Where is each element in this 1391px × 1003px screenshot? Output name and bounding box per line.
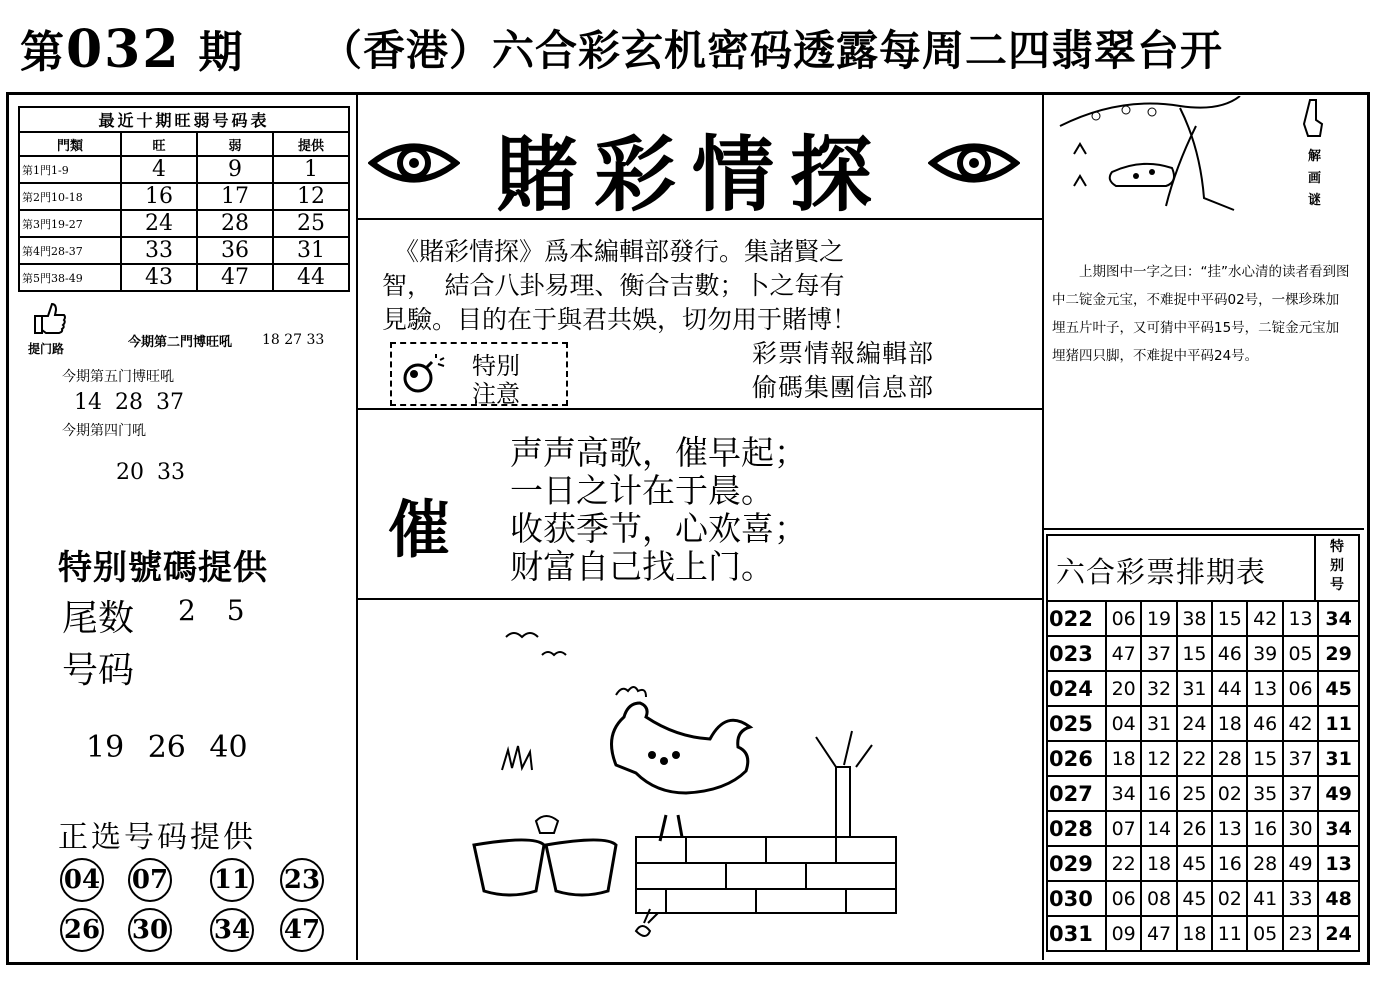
schedule-special-number: 34 — [1318, 811, 1359, 846]
selected-number: 26 — [60, 908, 104, 952]
schedule-number: 37 — [1141, 636, 1176, 671]
schedule-top-rule — [1044, 528, 1364, 530]
schedule-title: 六合彩票排期表 — [1056, 555, 1267, 589]
schedule-number: 02 — [1212, 881, 1247, 916]
schedule-row — [1047, 671, 1359, 706]
schedule-period: 030 — [1047, 881, 1106, 916]
left-column — [8, 94, 358, 960]
schedule-number: 37 — [1283, 776, 1318, 811]
schedule-special-number: 48 — [1318, 881, 1359, 916]
notice-line-1: 特別 — [472, 352, 520, 380]
schedule-number: 23 — [1283, 916, 1318, 951]
poem-lines — [510, 434, 807, 586]
history-table — [18, 106, 350, 292]
schedule-number: 46 — [1212, 636, 1247, 671]
schedule-special-number: 34 — [1318, 601, 1359, 636]
history-title: 最近十期旺弱号码表 — [19, 107, 349, 132]
history-column-header: 旺 — [121, 132, 197, 156]
history-cell: 33 — [121, 237, 197, 264]
schedule-number: 15 — [1247, 741, 1282, 776]
issue-suffix: 期 — [198, 27, 245, 78]
schedule-number: 41 — [1247, 881, 1282, 916]
history-cell: 9 — [197, 156, 273, 183]
poem-line: 收获季节，心欢喜； — [510, 509, 807, 548]
schedule-number: 04 — [1106, 706, 1141, 741]
history-row-label: 第1門1-9 — [19, 156, 121, 183]
schedule-number: 18 — [1141, 846, 1176, 881]
schedule-special-number: 45 — [1318, 671, 1359, 706]
schedule-number: 06 — [1106, 881, 1141, 916]
poem-line: 一日之计在于晨。 — [510, 471, 774, 510]
history-column-header: 弱 — [197, 132, 273, 156]
schedule-special-number: 24 — [1318, 916, 1359, 951]
schedule-number: 47 — [1106, 636, 1141, 671]
schedule-number: 13 — [1212, 811, 1247, 846]
masthead-box — [356, 100, 1042, 223]
schedule-number: 39 — [1247, 636, 1282, 671]
special-heading: 特别號碼提供 — [58, 548, 268, 588]
code-values: 19 26 40 — [86, 730, 248, 765]
history-row-label: 第2門10-18 — [19, 183, 121, 210]
schedule-number: 22 — [1177, 741, 1212, 776]
poem-line: 声声高歌，催早起； — [510, 433, 807, 472]
selected-number: 23 — [280, 858, 324, 902]
intro-line-1: 《賭彩情探》爲本編輯部發行。集諸賢之 — [394, 237, 845, 266]
schedule-period: 025 — [1047, 706, 1106, 741]
schedule-row — [1047, 741, 1359, 776]
door5-label: 今期第五门博旺吼 — [62, 369, 174, 385]
door4-numbers: 20 33 — [116, 460, 185, 485]
intro-line-2: 智， 結合八卦易理、衡合吉數；卜之每有 — [382, 271, 845, 300]
schedule-number: 05 — [1247, 916, 1282, 951]
schedule-number: 06 — [1283, 671, 1318, 706]
history-cell: 12 — [273, 183, 349, 210]
poem-line: 财富自己找上门。 — [510, 547, 774, 586]
schedule-special-number: 13 — [1318, 846, 1359, 881]
schedule-number: 16 — [1141, 776, 1176, 811]
selected-number: 07 — [128, 858, 172, 902]
schedule-number: 11 — [1212, 916, 1247, 951]
eye-icon — [928, 134, 1020, 192]
door2-numbers: 18 27 33 — [262, 332, 325, 348]
riddle-label: 解画谜 — [1308, 149, 1322, 208]
selected-number: 30 — [128, 908, 172, 952]
pointing-hand-icon — [1302, 98, 1326, 138]
schedule-period: 031 — [1047, 916, 1106, 951]
history-table-wrap — [18, 106, 350, 292]
center-column — [356, 100, 1044, 960]
schedule-number: 15 — [1212, 601, 1247, 636]
tail-label: 尾数 — [62, 598, 135, 639]
schedule-number: 09 — [1106, 916, 1141, 951]
selected-number: 34 — [210, 908, 254, 952]
schedule-row — [1047, 776, 1359, 811]
schedule-number: 13 — [1283, 601, 1318, 636]
history-row — [19, 156, 349, 183]
history-column-header: 提供 — [273, 132, 349, 156]
schedule-number: 49 — [1283, 846, 1318, 881]
issue-number: 032 — [66, 19, 181, 80]
schedule-number: 13 — [1247, 671, 1282, 706]
selected-number: 04 — [60, 858, 104, 902]
riddle-text: 上期图中一字之曰：“挂”水心清的读者看到图中二锭金元宝，不难捉中平码02号，一棵珍珠加埋五片叶子，又可猜中平码15号，二锭金元宝加埋猪四只脚，不难捉中平码24号。 — [1052, 264, 1350, 364]
schedule-number: 28 — [1247, 846, 1282, 881]
schedule-number: 24 — [1177, 706, 1212, 741]
door5-numbers: 14 28 37 — [74, 390, 184, 415]
special-label: 特别号 — [1330, 539, 1344, 593]
main-title: （香港）六合彩玄机密码透露每周二四翡翠台开 — [320, 26, 1224, 75]
schedule-number: 08 — [1141, 881, 1176, 916]
schedule-special-number: 49 — [1318, 776, 1359, 811]
intro-line-3: 見驗。目的在于與君共娛，切勿用于賭博！ — [382, 305, 858, 334]
hand-label: 提门路 — [28, 342, 65, 356]
selected-number: 11 — [210, 858, 254, 902]
schedule-row — [1047, 846, 1359, 881]
schedule-row — [1047, 916, 1359, 951]
schedule-number: 32 — [1141, 671, 1176, 706]
door2-label: 今期第二門博旺吼 — [128, 335, 233, 350]
schedule-number: 07 — [1106, 811, 1141, 846]
history-row — [19, 210, 349, 237]
history-cell: 43 — [121, 264, 197, 291]
intro-box — [356, 220, 1042, 410]
schedule-row — [1047, 811, 1359, 846]
notice-line-2: 注意 — [472, 380, 520, 408]
schedule-number: 25 — [1177, 776, 1212, 811]
schedule-table — [1046, 600, 1360, 952]
schedule-number: 44 — [1212, 671, 1247, 706]
tail-values: 2 5 — [178, 594, 245, 627]
rooster-illustration — [466, 625, 926, 945]
schedule-number: 22 — [1106, 846, 1141, 881]
history-row-label: 第5門38-49 — [19, 264, 121, 291]
schedule-row — [1047, 881, 1359, 916]
schedule-number: 37 — [1283, 741, 1318, 776]
history-row — [19, 183, 349, 210]
history-row-label: 第4門28-37 — [19, 237, 121, 264]
door4-label: 今期第四门吼 — [62, 423, 146, 439]
history-cell: 47 — [197, 264, 273, 291]
schedule-number: 14 — [1141, 811, 1176, 846]
history-row — [19, 264, 349, 291]
schedule-special-number: 29 — [1318, 636, 1359, 671]
schedule-number: 26 — [1177, 811, 1212, 846]
history-cell: 36 — [197, 237, 273, 264]
schedule-number: 30 — [1283, 811, 1318, 846]
history-cell: 44 — [273, 264, 349, 291]
schedule-number: 46 — [1247, 706, 1282, 741]
schedule-number: 20 — [1106, 671, 1141, 706]
bomb-icon — [400, 354, 446, 394]
schedule-period: 026 — [1047, 741, 1106, 776]
selected-heading: 正选号码提供 — [58, 820, 256, 855]
history-header-row — [19, 132, 349, 156]
eye-icon — [368, 134, 460, 192]
page-header — [20, 12, 1370, 82]
schedule-row — [1047, 706, 1359, 741]
history-cell: 1 — [273, 156, 349, 183]
thumbs-up-icon — [32, 300, 68, 336]
schedule-row — [1047, 636, 1359, 671]
schedule-number: 38 — [1177, 601, 1212, 636]
poem-box — [356, 410, 1042, 600]
right-column — [1044, 94, 1366, 960]
schedule-number: 42 — [1283, 706, 1318, 741]
schedule-number: 02 — [1212, 776, 1247, 811]
history-cell: 4 — [121, 156, 197, 183]
schedule-number: 34 — [1106, 776, 1141, 811]
selected-number: 47 — [280, 908, 324, 952]
schedule-number: 18 — [1212, 706, 1247, 741]
schedule-period: 027 — [1047, 776, 1106, 811]
schedule-period: 028 — [1047, 811, 1106, 846]
poem-char: 催 — [388, 493, 451, 566]
schedule-period: 023 — [1047, 636, 1106, 671]
schedule-number: 16 — [1247, 811, 1282, 846]
schedule-period: 022 — [1047, 601, 1106, 636]
history-cell: 25 — [273, 210, 349, 237]
schedule-number: 42 — [1247, 601, 1282, 636]
schedule-number: 19 — [1141, 601, 1176, 636]
special-col-header — [1314, 536, 1362, 600]
schedule-number: 31 — [1177, 671, 1212, 706]
schedule-number: 18 — [1106, 741, 1141, 776]
history-cell: 16 — [121, 183, 197, 210]
schedule-row — [1047, 601, 1359, 636]
masthead-title: 賭彩情探 — [496, 128, 889, 223]
code-label: 号码 — [62, 650, 135, 691]
schedule-number: 47 — [1141, 916, 1176, 951]
schedule-number: 45 — [1177, 846, 1212, 881]
schedule-number: 15 — [1177, 636, 1212, 671]
schedule-header — [1046, 534, 1360, 600]
schedule-period: 024 — [1047, 671, 1106, 706]
schedule-number: 31 — [1141, 706, 1176, 741]
schedule-number: 45 — [1177, 881, 1212, 916]
riddle-illustration — [1056, 96, 1276, 214]
schedule-number: 16 — [1212, 846, 1247, 881]
history-row — [19, 237, 349, 264]
issue-prefix: 第 — [20, 27, 66, 78]
history-cell: 24 — [121, 210, 197, 237]
history-cell: 17 — [197, 183, 273, 210]
schedule-number: 12 — [1141, 741, 1176, 776]
dept-1: 彩票情報編輯部 — [752, 339, 935, 368]
schedule-number: 05 — [1283, 636, 1318, 671]
notice-box — [390, 342, 568, 406]
schedule-special-number: 11 — [1318, 706, 1359, 741]
issue-label — [20, 16, 245, 80]
schedule-number: 35 — [1247, 776, 1282, 811]
schedule-special-number: 31 — [1318, 741, 1359, 776]
schedule-number: 06 — [1106, 601, 1141, 636]
history-cell: 28 — [197, 210, 273, 237]
history-column-header: 門類 — [19, 132, 121, 156]
schedule-period: 029 — [1047, 846, 1106, 881]
schedule-number: 33 — [1283, 881, 1318, 916]
history-cell: 31 — [273, 237, 349, 264]
history-row-label: 第3門19-27 — [19, 210, 121, 237]
schedule-number: 18 — [1177, 916, 1212, 951]
schedule-number: 28 — [1212, 741, 1247, 776]
schedule-wrap — [1046, 534, 1360, 952]
dept-2: 偷碼集團信息部 — [752, 373, 935, 402]
